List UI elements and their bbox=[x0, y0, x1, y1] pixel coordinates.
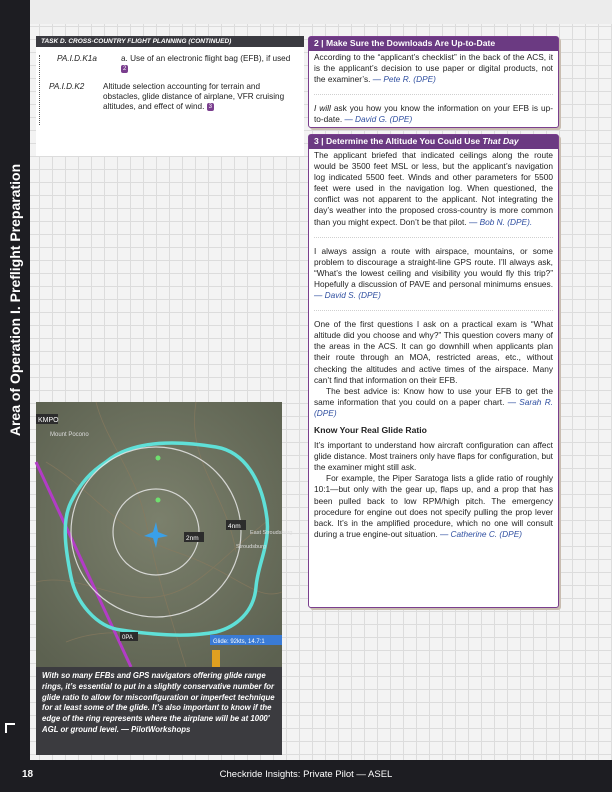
divider bbox=[314, 302, 553, 311]
signature: — Sarah R. (DPE) bbox=[314, 396, 553, 418]
paragraph-text: According to the “applicant’s checklist” in the back of the ACS, it is the applicant’s decision to use paper or digital products, not the examiner’s. bbox=[314, 52, 553, 85]
efb-glide-map bbox=[36, 402, 293, 667]
map-graphic bbox=[36, 402, 293, 667]
paragraph-text: For example, the Piper Saratoga lists a glide ratio of roughly 10:1—but only with the gear up, flaps up, and a prop that has been pulled back to low RPM/high pitch. The emergency procedure for engine out does not specify pulling the prop lever back. It’s in the amplified procedure, which no one will consult during a true engine-out situation. bbox=[314, 473, 553, 539]
town-label: East Stroudsburg bbox=[250, 530, 293, 536]
section-3-card bbox=[308, 134, 559, 608]
page-number: 18 bbox=[22, 769, 34, 780]
top-band bbox=[0, 0, 612, 24]
signature: — Catherine C. (DPE) bbox=[439, 528, 523, 539]
task-text-k2 bbox=[103, 82, 299, 112]
caption-text: With so many EFBs and GPS navigators offering glide range rings, it’s essential to put in a slightly conservative number for glide ratio to allow for misconfiguration or imperfect technique for at least some of the glide. It’s also important to know if the edge of the ring represents where the airplane will be at 1000′ AGL or ground level. bbox=[42, 671, 275, 734]
task-code-k1a: PA.I.D.K1a bbox=[57, 54, 97, 63]
glide-info-label: Glide: 92kts, 14.7:1 bbox=[213, 639, 265, 645]
signature: — David S. (DPE) bbox=[314, 290, 381, 301]
task-text: a. Use of an electronic flight bag (EFB), if used bbox=[121, 54, 291, 63]
footer-bar bbox=[0, 760, 612, 792]
page-marker bbox=[5, 723, 7, 733]
title-emphasis: That Day bbox=[482, 136, 519, 146]
waypoint-dot bbox=[156, 498, 161, 503]
paragraph bbox=[314, 386, 553, 419]
task-header: TASK D. CROSS-COUNTRY FLIGHT PLANNING (CONTINUED) bbox=[36, 36, 304, 47]
title-text: 3 | Determine the Altitude You Could Use bbox=[314, 136, 483, 146]
section-3-body bbox=[309, 149, 558, 542]
section-2-card bbox=[308, 36, 559, 128]
airport-label: KMPO bbox=[38, 417, 59, 424]
signature: — Pete R. (DPE) bbox=[372, 74, 436, 85]
town-label: Stroudsburg bbox=[236, 544, 266, 550]
airport-label: 0PA bbox=[122, 635, 133, 641]
town-label: Mount Pocono bbox=[50, 432, 89, 438]
waypoint-dot bbox=[156, 456, 161, 461]
paragraph: It’s important to understand how aircraft configuration can affect glide distance. Most trainers only have flaps for configuration, but the examiner might still ask. bbox=[314, 440, 553, 473]
paragraph-text: The applicant briefed that indicated ceilings along the route would be 3500 feet MSL or less, but the applicant’s navigation log indicated 5500 feet. Winds and other parameters for 5500 feet were used in the navigation log. When questioned, the conflict was not apparent to the applicant. Not integrating the day’s weather into the proposed cross-country is more common than you might expect. Don’t be that pilot. bbox=[314, 150, 553, 227]
paragraph bbox=[314, 52, 553, 85]
paragraph-text: The best advice is: Know how to use your EFB to get the same information that you could on a paper chart. bbox=[314, 385, 553, 407]
range-label-4nm: 4nm bbox=[228, 523, 241, 530]
caption-signature: — PilotWorkshops bbox=[121, 724, 191, 734]
task-text: Altitude selection accounting for terrain and obstacles, glide distance of airplane, VFR cruising altitudes, and effect of wind. bbox=[103, 82, 285, 111]
paragraph bbox=[314, 103, 553, 125]
range-label-2nm: 2nm bbox=[186, 535, 199, 542]
task-text-k1a bbox=[121, 54, 297, 74]
subheading: Know Your Real Glide Ratio bbox=[314, 424, 427, 435]
knowledge-badge: 2 bbox=[123, 66, 127, 72]
scale-bar bbox=[212, 650, 220, 667]
section-3-title bbox=[309, 135, 558, 149]
book-title: Checkride Insights: Private Pilot — ASEL bbox=[219, 769, 393, 780]
paragraph-text: ask you how you know the information on your EFB is up-to-date. bbox=[314, 103, 554, 125]
divider bbox=[314, 229, 553, 238]
paragraph bbox=[314, 150, 553, 228]
emphasis: I will bbox=[314, 103, 331, 114]
section-2-body bbox=[309, 51, 558, 127]
sidebar bbox=[0, 0, 30, 760]
divider bbox=[314, 86, 553, 95]
dotted-rule bbox=[39, 55, 42, 125]
map-caption bbox=[36, 667, 282, 755]
area-of-operation-title: Area of Operation I. Preflight Preparation bbox=[7, 163, 23, 437]
knowledge-badge: 3 bbox=[208, 104, 212, 110]
paragraph: One of the first questions I ask on a practical exam is “What altitude did you choose and why?” This question covers many of the areas in the ACS. It can go downhill when applicants plan their route through an MOA, restricted areas, etc., without checking the altitudes and active times of the airspace. Many can’t find that information on their EFB. bbox=[314, 319, 553, 385]
task-code-k2: PA.I.D.K2 bbox=[49, 82, 85, 91]
paragraph bbox=[314, 473, 553, 540]
paragraph bbox=[314, 246, 553, 301]
section-2-title: 2 | Make Sure the Downloads Are Up-to-Date bbox=[309, 37, 558, 51]
signature: — David G. (DPE) bbox=[344, 114, 413, 125]
paragraph-text: I always assign a route with airspace, mountains, or some problem to discourage a straight-line GPS route. I’ll always ask, “What’s the lowest ceiling and visibility you would fly this trip?” Hopefully a discussion of PAVE and personal minimums ensues. bbox=[314, 245, 553, 289]
signature: — Bob N. (DPE). bbox=[468, 216, 533, 227]
